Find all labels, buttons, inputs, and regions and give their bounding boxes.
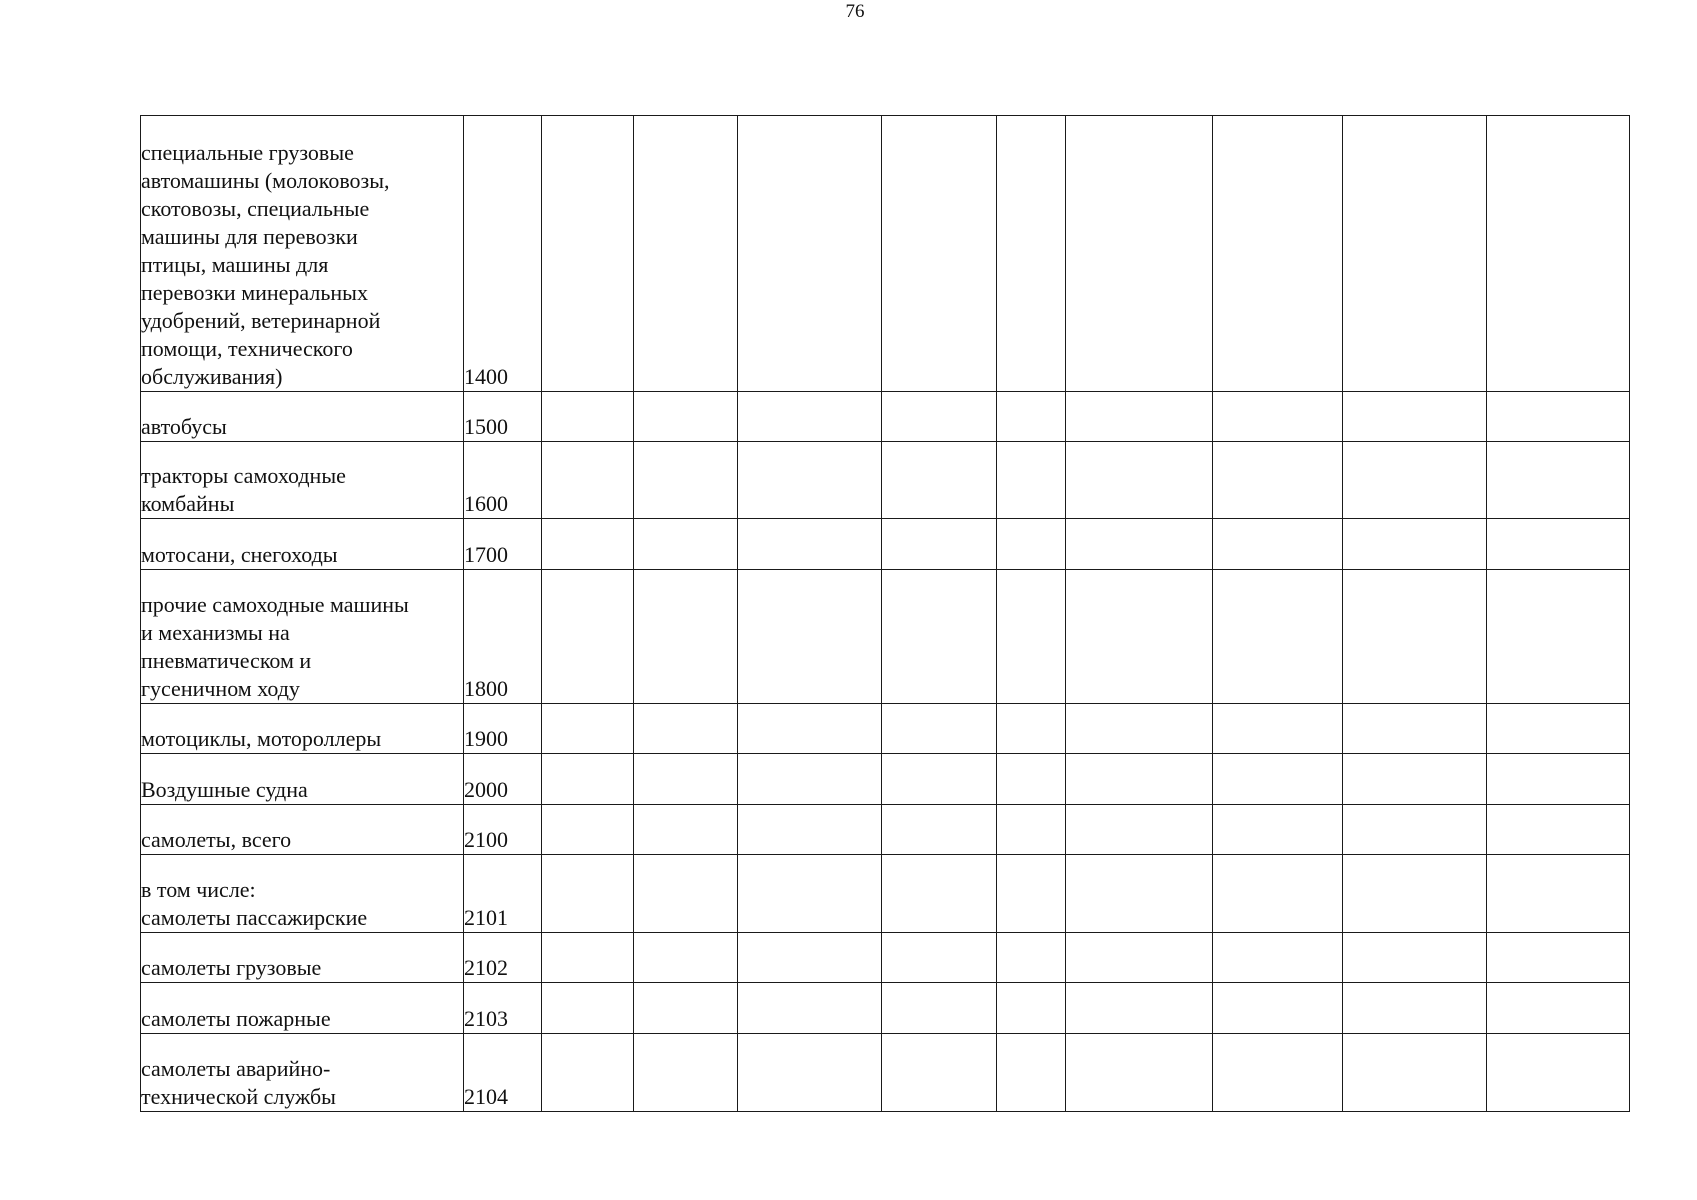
row-name-cell [141, 983, 464, 1034]
data-entry-cell[interactable] [1213, 933, 1343, 983]
data-entry-cell[interactable] [1487, 855, 1630, 933]
row-name-line: тракторы самоходные [141, 463, 346, 488]
table-row [141, 704, 1630, 754]
data-entry-cell[interactable] [634, 855, 738, 933]
data-entry-cell[interactable] [882, 855, 997, 933]
row-name-cell [141, 392, 464, 442]
row-name-line: обслуживания) [141, 364, 283, 389]
data-entry-cell[interactable] [542, 933, 634, 983]
data-entry-cell[interactable] [1066, 116, 1213, 392]
data-entry-cell[interactable] [542, 754, 634, 805]
data-entry-cell[interactable] [1066, 704, 1213, 754]
row-name-cell [141, 933, 464, 983]
row-code-cell: 2104 [464, 1034, 542, 1112]
table-row [141, 519, 1630, 570]
data-entry-cell[interactable] [882, 570, 997, 704]
data-entry-cell[interactable] [542, 805, 634, 855]
table-row [141, 442, 1630, 519]
data-entry-cell[interactable] [1343, 442, 1487, 519]
data-entry-cell[interactable] [634, 442, 738, 519]
data-entry-cell[interactable] [1487, 442, 1630, 519]
row-name-line: удобрений, ветеринарной [141, 308, 381, 333]
data-entry-cell[interactable] [738, 442, 882, 519]
row-code-cell: 1500 [464, 392, 542, 442]
data-entry-cell[interactable] [738, 983, 882, 1034]
data-entry-cell[interactable] [997, 116, 1066, 392]
data-entry-cell[interactable] [1066, 392, 1213, 442]
row-name-cell [141, 805, 464, 855]
data-entry-cell[interactable] [1487, 983, 1630, 1034]
row-name-line: помощи, технического [141, 336, 353, 361]
data-entry-cell[interactable] [1487, 570, 1630, 704]
data-entry-cell[interactable] [1066, 519, 1213, 570]
table-row [141, 754, 1630, 805]
data-entry-cell[interactable] [1343, 933, 1487, 983]
data-entry-cell[interactable] [1487, 754, 1630, 805]
data-entry-cell[interactable] [634, 704, 738, 754]
data-entry-cell[interactable] [634, 933, 738, 983]
row-name-line: самолеты грузовые [141, 955, 322, 980]
data-entry-cell[interactable] [1066, 1034, 1213, 1112]
data-entry-cell[interactable] [738, 805, 882, 855]
row-code-cell: 2102 [464, 933, 542, 983]
data-entry-cell[interactable] [882, 519, 997, 570]
data-entry-cell[interactable] [542, 116, 634, 392]
row-code-cell: 1900 [464, 704, 542, 754]
row-name-line: Воздушные судна [141, 777, 308, 802]
data-entry-cell[interactable] [1213, 392, 1343, 442]
data-entry-cell[interactable] [997, 754, 1066, 805]
data-entry-cell[interactable] [882, 805, 997, 855]
data-entry-cell[interactable] [634, 519, 738, 570]
row-name-line: комбайны [141, 491, 235, 516]
data-entry-cell[interactable] [542, 392, 634, 442]
row-name-cell [141, 442, 464, 519]
row-code-cell: 1600 [464, 442, 542, 519]
row-name-line: машины для перевозки [141, 224, 358, 249]
data-entry-cell[interactable] [542, 1034, 634, 1112]
table-row [141, 1034, 1630, 1112]
row-name-line: специальные грузовые [141, 140, 354, 165]
data-entry-cell[interactable] [997, 805, 1066, 855]
row-code-cell: 2103 [464, 983, 542, 1034]
row-name-line: самолеты аварийно- [141, 1056, 331, 1081]
data-entry-cell[interactable] [882, 442, 997, 519]
data-entry-cell[interactable] [1066, 754, 1213, 805]
data-entry-cell[interactable] [1213, 855, 1343, 933]
data-entry-cell[interactable] [1213, 442, 1343, 519]
row-name-line: самолеты, всего [141, 827, 292, 852]
page-number: 76 [845, 1, 865, 22]
row-name-line: технической службы [141, 1084, 336, 1109]
data-entry-cell[interactable] [997, 570, 1066, 704]
data-entry-cell[interactable] [882, 1034, 997, 1112]
data-entry-cell[interactable] [738, 519, 882, 570]
data-entry-cell[interactable] [634, 754, 738, 805]
table-row [141, 392, 1630, 442]
data-entry-cell[interactable] [1343, 392, 1487, 442]
data-entry-cell[interactable] [634, 570, 738, 704]
row-name-line: скотовозы, специальные [141, 196, 370, 221]
data-entry-cell[interactable] [1487, 392, 1630, 442]
data-entry-cell[interactable] [1343, 855, 1487, 933]
data-entry-cell[interactable] [882, 983, 997, 1034]
table-row [141, 933, 1630, 983]
data-entry-cell[interactable] [997, 1034, 1066, 1112]
data-entry-cell[interactable] [997, 855, 1066, 933]
data-entry-cell[interactable] [1066, 805, 1213, 855]
data-entry-cell[interactable] [1213, 1034, 1343, 1112]
data-entry-cell[interactable] [1343, 1034, 1487, 1112]
data-entry-cell[interactable] [542, 983, 634, 1034]
data-entry-cell[interactable] [738, 392, 882, 442]
data-entry-cell[interactable] [997, 519, 1066, 570]
data-entry-cell[interactable] [882, 392, 997, 442]
data-entry-cell[interactable] [882, 116, 997, 392]
data-entry-cell[interactable] [738, 570, 882, 704]
data-entry-cell[interactable] [1343, 570, 1487, 704]
row-name-line: самолеты пожарные [141, 1006, 331, 1031]
row-name-line: и механизмы на [141, 620, 290, 645]
data-entry-cell[interactable] [738, 116, 882, 392]
row-name-line: пневматическом и [141, 648, 312, 673]
data-entry-cell[interactable] [1213, 754, 1343, 805]
data-entry-cell[interactable] [542, 855, 634, 933]
data-entry-cell[interactable] [1487, 805, 1630, 855]
data-entry-cell[interactable] [1343, 519, 1487, 570]
data-entry-cell[interactable] [1066, 855, 1213, 933]
data-entry-cell[interactable] [1213, 983, 1343, 1034]
row-code-cell: 2101 [464, 855, 542, 933]
row-name-line: мотосани, снегоходы [141, 542, 338, 567]
data-entry-cell[interactable] [1487, 704, 1630, 754]
data-entry-cell[interactable] [1213, 805, 1343, 855]
row-name-line: автобусы [141, 414, 227, 439]
data-entry-cell[interactable] [738, 855, 882, 933]
row-name-line: в том числе: [141, 877, 256, 902]
row-name-line: гусеничном ходу [141, 676, 300, 701]
data-entry-cell[interactable] [1487, 933, 1630, 983]
row-code-cell: 2100 [464, 805, 542, 855]
data-entry-cell[interactable] [542, 704, 634, 754]
data-entry-cell[interactable] [1213, 519, 1343, 570]
row-name-line: самолеты пассажирские [141, 905, 368, 930]
row-name-cell [141, 570, 464, 704]
data-entry-cell[interactable] [1487, 519, 1630, 570]
data-entry-cell[interactable] [634, 805, 738, 855]
data-entry-cell[interactable] [738, 933, 882, 983]
row-name-line: автомашины (молоковозы, [141, 168, 390, 193]
row-name-line: мотоциклы, мотороллеры [141, 726, 382, 751]
table-row [141, 805, 1630, 855]
data-entry-cell[interactable] [1066, 570, 1213, 704]
table-row [141, 983, 1630, 1034]
data-entry-cell[interactable] [1066, 983, 1213, 1034]
data-entry-cell[interactable] [738, 1034, 882, 1112]
data-entry-cell[interactable] [634, 392, 738, 442]
data-entry-cell[interactable] [1066, 933, 1213, 983]
data-entry-cell[interactable] [1343, 704, 1487, 754]
table-row [141, 570, 1630, 704]
data-entry-cell[interactable] [1487, 1034, 1630, 1112]
data-entry-cell[interactable] [634, 1034, 738, 1112]
row-name-cell [141, 519, 464, 570]
row-name-cell [141, 704, 464, 754]
data-entry-cell[interactable] [882, 754, 997, 805]
data-entry-cell[interactable] [542, 570, 634, 704]
data-entry-cell[interactable] [1343, 116, 1487, 392]
data-entry-cell[interactable] [542, 442, 634, 519]
row-code-cell: 2000 [464, 754, 542, 805]
data-entry-cell[interactable] [738, 704, 882, 754]
data-entry-cell[interactable] [1343, 805, 1487, 855]
row-name-line: прочие самоходные машины [141, 592, 409, 617]
data-entry-cell[interactable] [997, 392, 1066, 442]
data-entry-cell[interactable] [634, 116, 738, 392]
row-name-cell [141, 754, 464, 805]
data-entry-cell[interactable] [882, 704, 997, 754]
data-entry-cell[interactable] [1066, 442, 1213, 519]
data-entry-cell[interactable] [542, 519, 634, 570]
table-row [141, 855, 1630, 933]
data-entry-cell[interactable] [1487, 116, 1630, 392]
row-name-cell [141, 116, 464, 392]
data-entry-cell[interactable] [738, 754, 882, 805]
row-name-cell [141, 855, 464, 933]
row-code-cell: 1800 [464, 570, 542, 704]
data-entry-cell[interactable] [997, 704, 1066, 754]
data-entry-cell[interactable] [997, 983, 1066, 1034]
row-name-cell [141, 1034, 464, 1112]
data-entry-cell[interactable] [997, 933, 1066, 983]
vehicle-report-table [140, 115, 1630, 1112]
table-row [141, 116, 1630, 392]
data-entry-cell[interactable] [997, 442, 1066, 519]
row-code-cell: 1700 [464, 519, 542, 570]
data-entry-cell[interactable] [1343, 983, 1487, 1034]
data-entry-cell[interactable] [882, 933, 997, 983]
row-name-line: птицы, машины для [141, 252, 329, 277]
row-name-line: перевозки минеральных [141, 280, 368, 305]
row-code-cell: 1400 [464, 116, 542, 392]
data-entry-cell[interactable] [1343, 754, 1487, 805]
data-entry-cell[interactable] [1213, 704, 1343, 754]
data-entry-cell[interactable] [1213, 570, 1343, 704]
data-entry-cell[interactable] [634, 983, 738, 1034]
data-entry-cell[interactable] [1213, 116, 1343, 392]
